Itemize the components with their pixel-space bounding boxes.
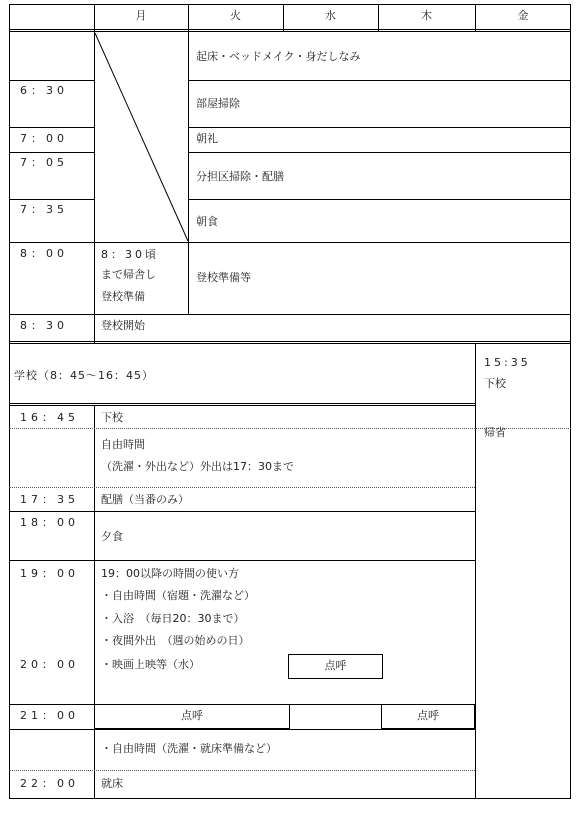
activity-dinner: 夕食 <box>101 530 123 543</box>
time-column-divider <box>94 406 95 799</box>
free-time-title: 自由時間 <box>101 438 145 451</box>
row-line <box>9 242 571 243</box>
day-fri: 金 <box>517 9 529 22</box>
monday-column-divider <box>188 32 189 314</box>
activity-movie: ・映画上映等（水） <box>101 658 200 671</box>
time-0705: 7：05 <box>20 156 68 169</box>
section-rule <box>9 341 571 344</box>
activity-serving-duty: 配膳（当番のみ） <box>101 493 189 506</box>
row-line <box>9 560 475 561</box>
activity-area-cleaning: 分担区掃除・配膳 <box>196 170 284 183</box>
school-hours: 学校（8：45～16：45） <box>14 369 154 382</box>
friday-column-divider <box>475 344 476 799</box>
time-2100: 21：00 <box>20 709 79 722</box>
time-0800: 8：00 <box>20 247 68 260</box>
activity-return-from-school: 下校 <box>101 411 123 424</box>
dotted-line <box>9 428 475 429</box>
activity-room-cleaning: 部屋掃除 <box>196 97 240 110</box>
time-0830: 8：30 <box>20 319 68 332</box>
after-1900-title: 19：00以降の時間の使い方 <box>101 567 239 580</box>
rollcall-thursday: 点呼 <box>381 704 475 729</box>
friday-go-home: 帰省 <box>484 426 506 439</box>
free-time-bedtime-prep: ・自由時間（洗濯・就床準備など） <box>101 742 277 755</box>
dotted-line <box>9 770 475 771</box>
dotted-line <box>9 487 475 488</box>
row-line <box>9 729 475 730</box>
activity-morning-assembly: 朝礼 <box>196 132 218 145</box>
activity-school-prep: 登校準備等 <box>196 271 251 284</box>
time-1800: 18：00 <box>20 516 79 529</box>
activity-breakfast: 朝食 <box>196 215 218 228</box>
row-line <box>9 152 94 153</box>
row-line <box>9 80 94 81</box>
row-line <box>188 199 571 200</box>
row-line <box>188 152 571 153</box>
free-time-detail: （洗濯・外出など）外出は17：30まで <box>101 460 294 473</box>
row-line <box>9 314 571 315</box>
time-0735: 7：35 <box>20 203 68 216</box>
row-line <box>188 80 571 81</box>
time-1645: 16：45 <box>20 411 79 424</box>
rollcall-wednesday: 点呼 <box>288 654 383 679</box>
row-line <box>188 127 571 128</box>
monday-note-line2: まで帰舎し <box>101 268 156 281</box>
time-0700: 7：00 <box>20 132 68 145</box>
friday-time-1535: 15:35 <box>484 356 531 369</box>
time-2000: 20：00 <box>20 658 79 671</box>
row-line <box>9 199 94 200</box>
monday-note-line3: 登校準備 <box>101 290 145 303</box>
day-tue: 火 <box>230 9 241 22</box>
time-column-divider <box>94 32 95 343</box>
row-line <box>9 511 475 512</box>
day-wed: 水 <box>325 9 336 22</box>
day-thu: 木 <box>421 9 432 22</box>
activity-leave-for-school: 登校開始 <box>101 319 145 332</box>
rollcall-mon-tue: 点呼 <box>94 704 290 729</box>
time-2200: 22：00 <box>20 777 79 790</box>
time-0630: 6：30 <box>20 84 68 97</box>
time-1900: 19：00 <box>20 567 79 580</box>
after-1900-line1: ・自由時間（宿題・洗濯など） <box>101 589 255 602</box>
time-1735: 17：35 <box>20 493 79 506</box>
activity-lights-out: 就床 <box>101 777 123 790</box>
section-rule <box>9 403 475 406</box>
friday-dismissal: 下校 <box>484 377 506 390</box>
monday-note-line1: 8：30頃 <box>101 248 159 261</box>
activity-wakeup: 起床・ベッドメイク・身だしなみ <box>196 50 361 63</box>
after-1900-line3: ・夜間外出 （週の始めの日） <box>101 634 250 647</box>
row-line <box>9 127 94 128</box>
after-1900-line2: ・入浴 （毎日20：30まで） <box>101 612 245 625</box>
day-mon: 月 <box>135 9 147 22</box>
